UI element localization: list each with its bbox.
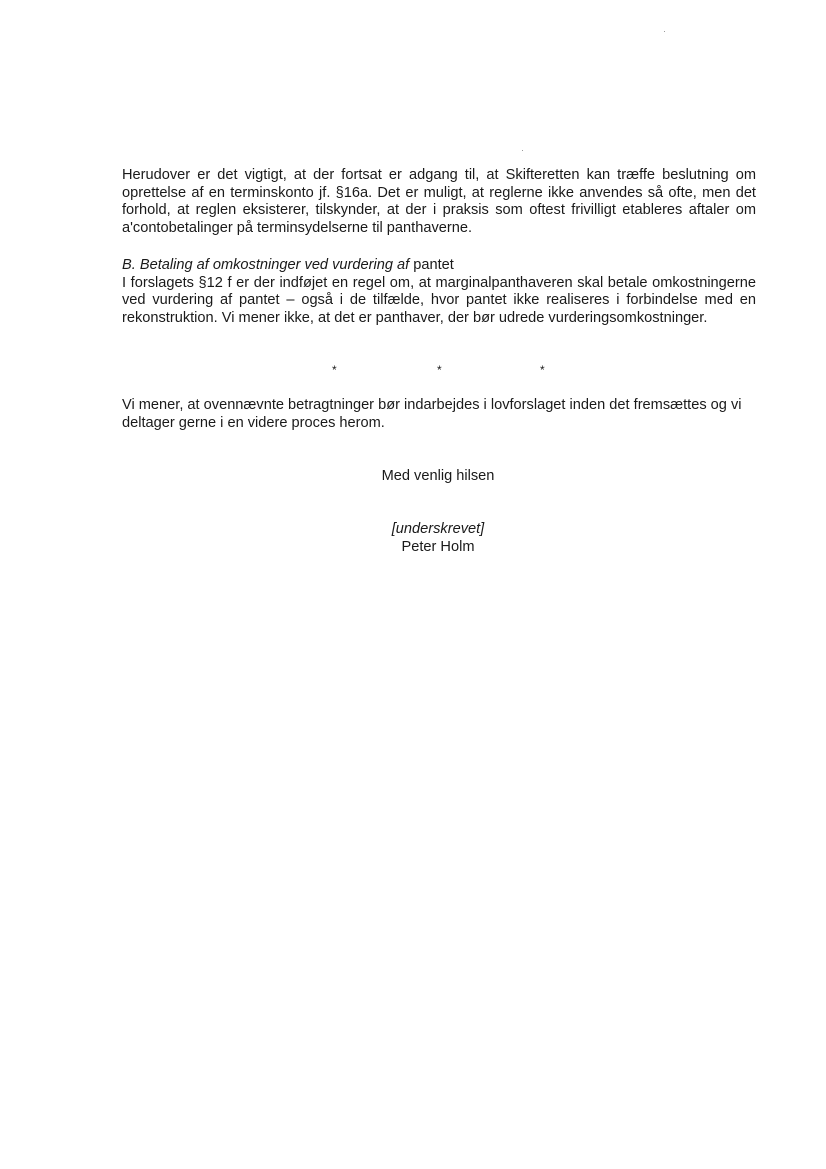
- paragraph-conclusion: Vi mener, at ovennævnte betragtninger bør indarbejdes i lovforslaget inden det fremsættes og vi deltager gerne i en videre proces herom.: [122, 397, 742, 431]
- section-b: [122, 257, 756, 327]
- scan-speck: [522, 150, 523, 151]
- closing-greeting: Med venlig hilsen: [381, 468, 495, 484]
- section-b-body: I forslagets §12 f er der indføjet en regel om, at marginalpanthaveren skal betale omkostningerne ved vurdering af pantet – også i de tilfælde, hvor pantet ikke realiseres i forbindelse med en rekonstruktion. Vi mener ikke, at det er panthaver, der bør udrede vurderingsomkostninger.: [122, 274, 756, 326]
- section-b-heading-rest: pantet: [409, 257, 454, 273]
- separator-star: *: [332, 363, 337, 377]
- paragraph-terminskonto: Herudover er det vigtigt, at der fortsat er adgang til, at Skifteretten kan træffe beslutning om oprettelse af en terminskonto jf. §16a. Det er muligt, at reglerne ikke anvendes så ofte, men det forhold, at reglen eksisterer, tilskynder, at der i praksis som oftest frivilligt etableres aftaler om a'contobetalinger på terminsydelserne til panthaverne.: [122, 167, 756, 236]
- scan-speck: [664, 31, 665, 32]
- section-separator: [0, 362, 826, 378]
- signed-note: [underskrevet]: [391, 521, 485, 537]
- section-b-heading: [122, 257, 756, 275]
- section-b-heading-italic: B. Betaling af omkostninger ved vurdering af: [122, 257, 410, 273]
- separator-star: *: [437, 363, 442, 377]
- signer-name: Peter Holm: [401, 539, 475, 555]
- separator-star: *: [540, 363, 545, 377]
